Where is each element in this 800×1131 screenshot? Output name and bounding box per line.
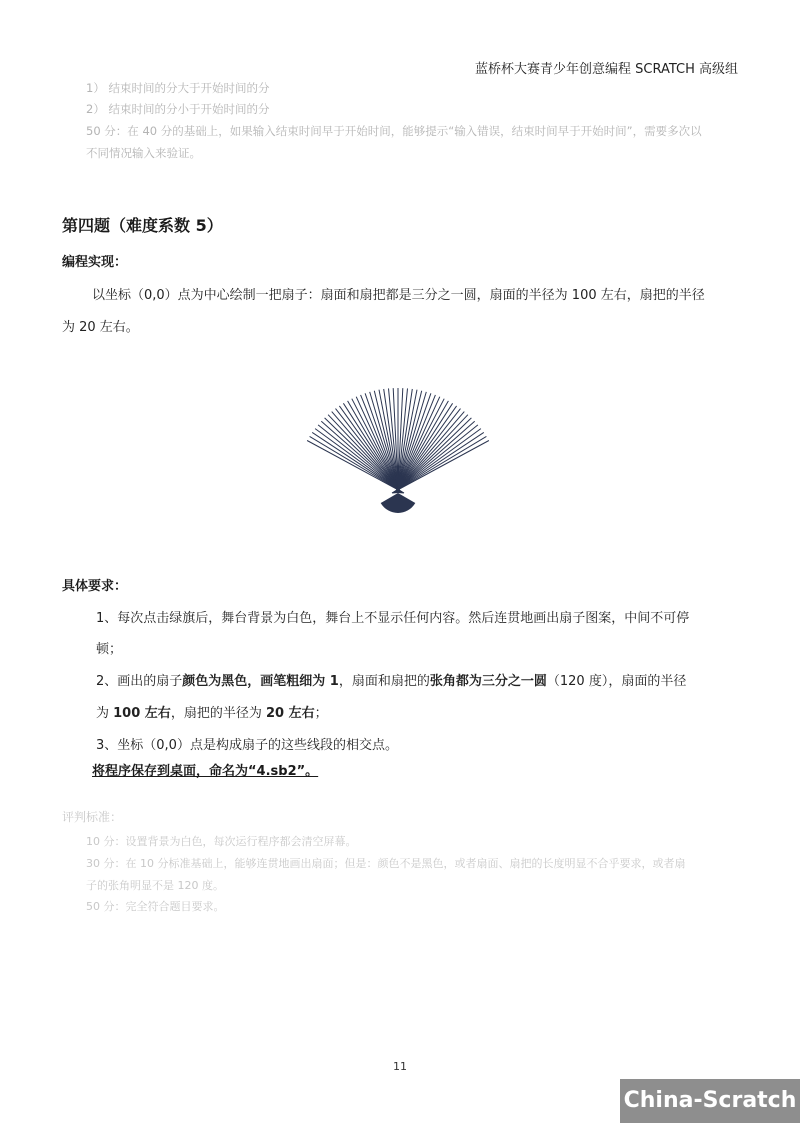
req-1-line2: 顿； bbox=[96, 642, 123, 657]
impl-line-2: 为 20 左右。 bbox=[62, 320, 139, 335]
page-number: 11 bbox=[393, 1060, 407, 1073]
save-instruction: 将程序保存到桌面，命名为“4.sb2”。 bbox=[92, 764, 319, 779]
criteria-10: 10 分：设置背景为白色，每次运行程序都会清空屏幕。 bbox=[86, 835, 357, 848]
prev-item-2: 2） 结束时间的分小于开始时间的分 bbox=[86, 102, 270, 116]
impl-label: 编程实现： bbox=[62, 255, 128, 270]
fan-illustration bbox=[300, 375, 500, 520]
req-2-line2: 为 100 左右，扇把的半径为 20 左右； bbox=[96, 706, 328, 721]
watermark-logo: China-Scratch bbox=[620, 1079, 800, 1123]
req-1-line1: 1、每次点击绿旗后，舞台背景为白色，舞台上不显示任何内容。然后连贯地画出扇子图案，中间不可停 bbox=[96, 611, 690, 626]
question-title: 第四题（难度系数 5） bbox=[62, 216, 223, 235]
criteria-label: 评判标准： bbox=[62, 810, 123, 824]
fan-handle bbox=[381, 493, 416, 513]
prev-score-50-line1: 50 分：在 40 分的基础上，如果输入结束时间早于开始时间，能够提示“输入错误，结束时间早于开始时间”，需要多次以 bbox=[86, 124, 702, 138]
req-2-line1: 2、画出的扇子颜色为黑色，画笔粗细为 1，扇面和扇把的张角都为三分之一圆（120 度），扇面的半径 bbox=[96, 674, 687, 689]
req-3: 3、坐标（0,0）点是构成扇子的这些线段的相交点。 bbox=[96, 738, 398, 753]
fan-blade-lines bbox=[307, 388, 489, 493]
fan-blade-line bbox=[395, 401, 448, 493]
impl-line-1: 以坐标（0,0）点为中心绘制一把扇子：扇面和扇把都是三分之一圆，扇面的半径为 100 左右，扇把的半径 bbox=[92, 288, 705, 303]
prev-item-1: 1） 结束时间的分大于开始时间的分 bbox=[86, 81, 270, 95]
prev-score-50-line2: 不同情况输入来验证。 bbox=[86, 146, 201, 160]
requirements-label: 具体要求： bbox=[62, 579, 128, 594]
criteria-30-line1: 30 分：在 10 分标准基础上，能够连贯地画出扇面；但是：颜色不是黑色，或者扇面、扇把的长度明显不合乎要求，或者扇 bbox=[86, 857, 686, 870]
page-header: 蓝桥杯大赛青少年创意编程 SCRATCH 高级组 bbox=[474, 62, 738, 77]
criteria-30-line2: 子的张角明显不是 120 度。 bbox=[86, 879, 224, 892]
criteria-50: 50 分：完全符合题目要求。 bbox=[86, 900, 225, 913]
